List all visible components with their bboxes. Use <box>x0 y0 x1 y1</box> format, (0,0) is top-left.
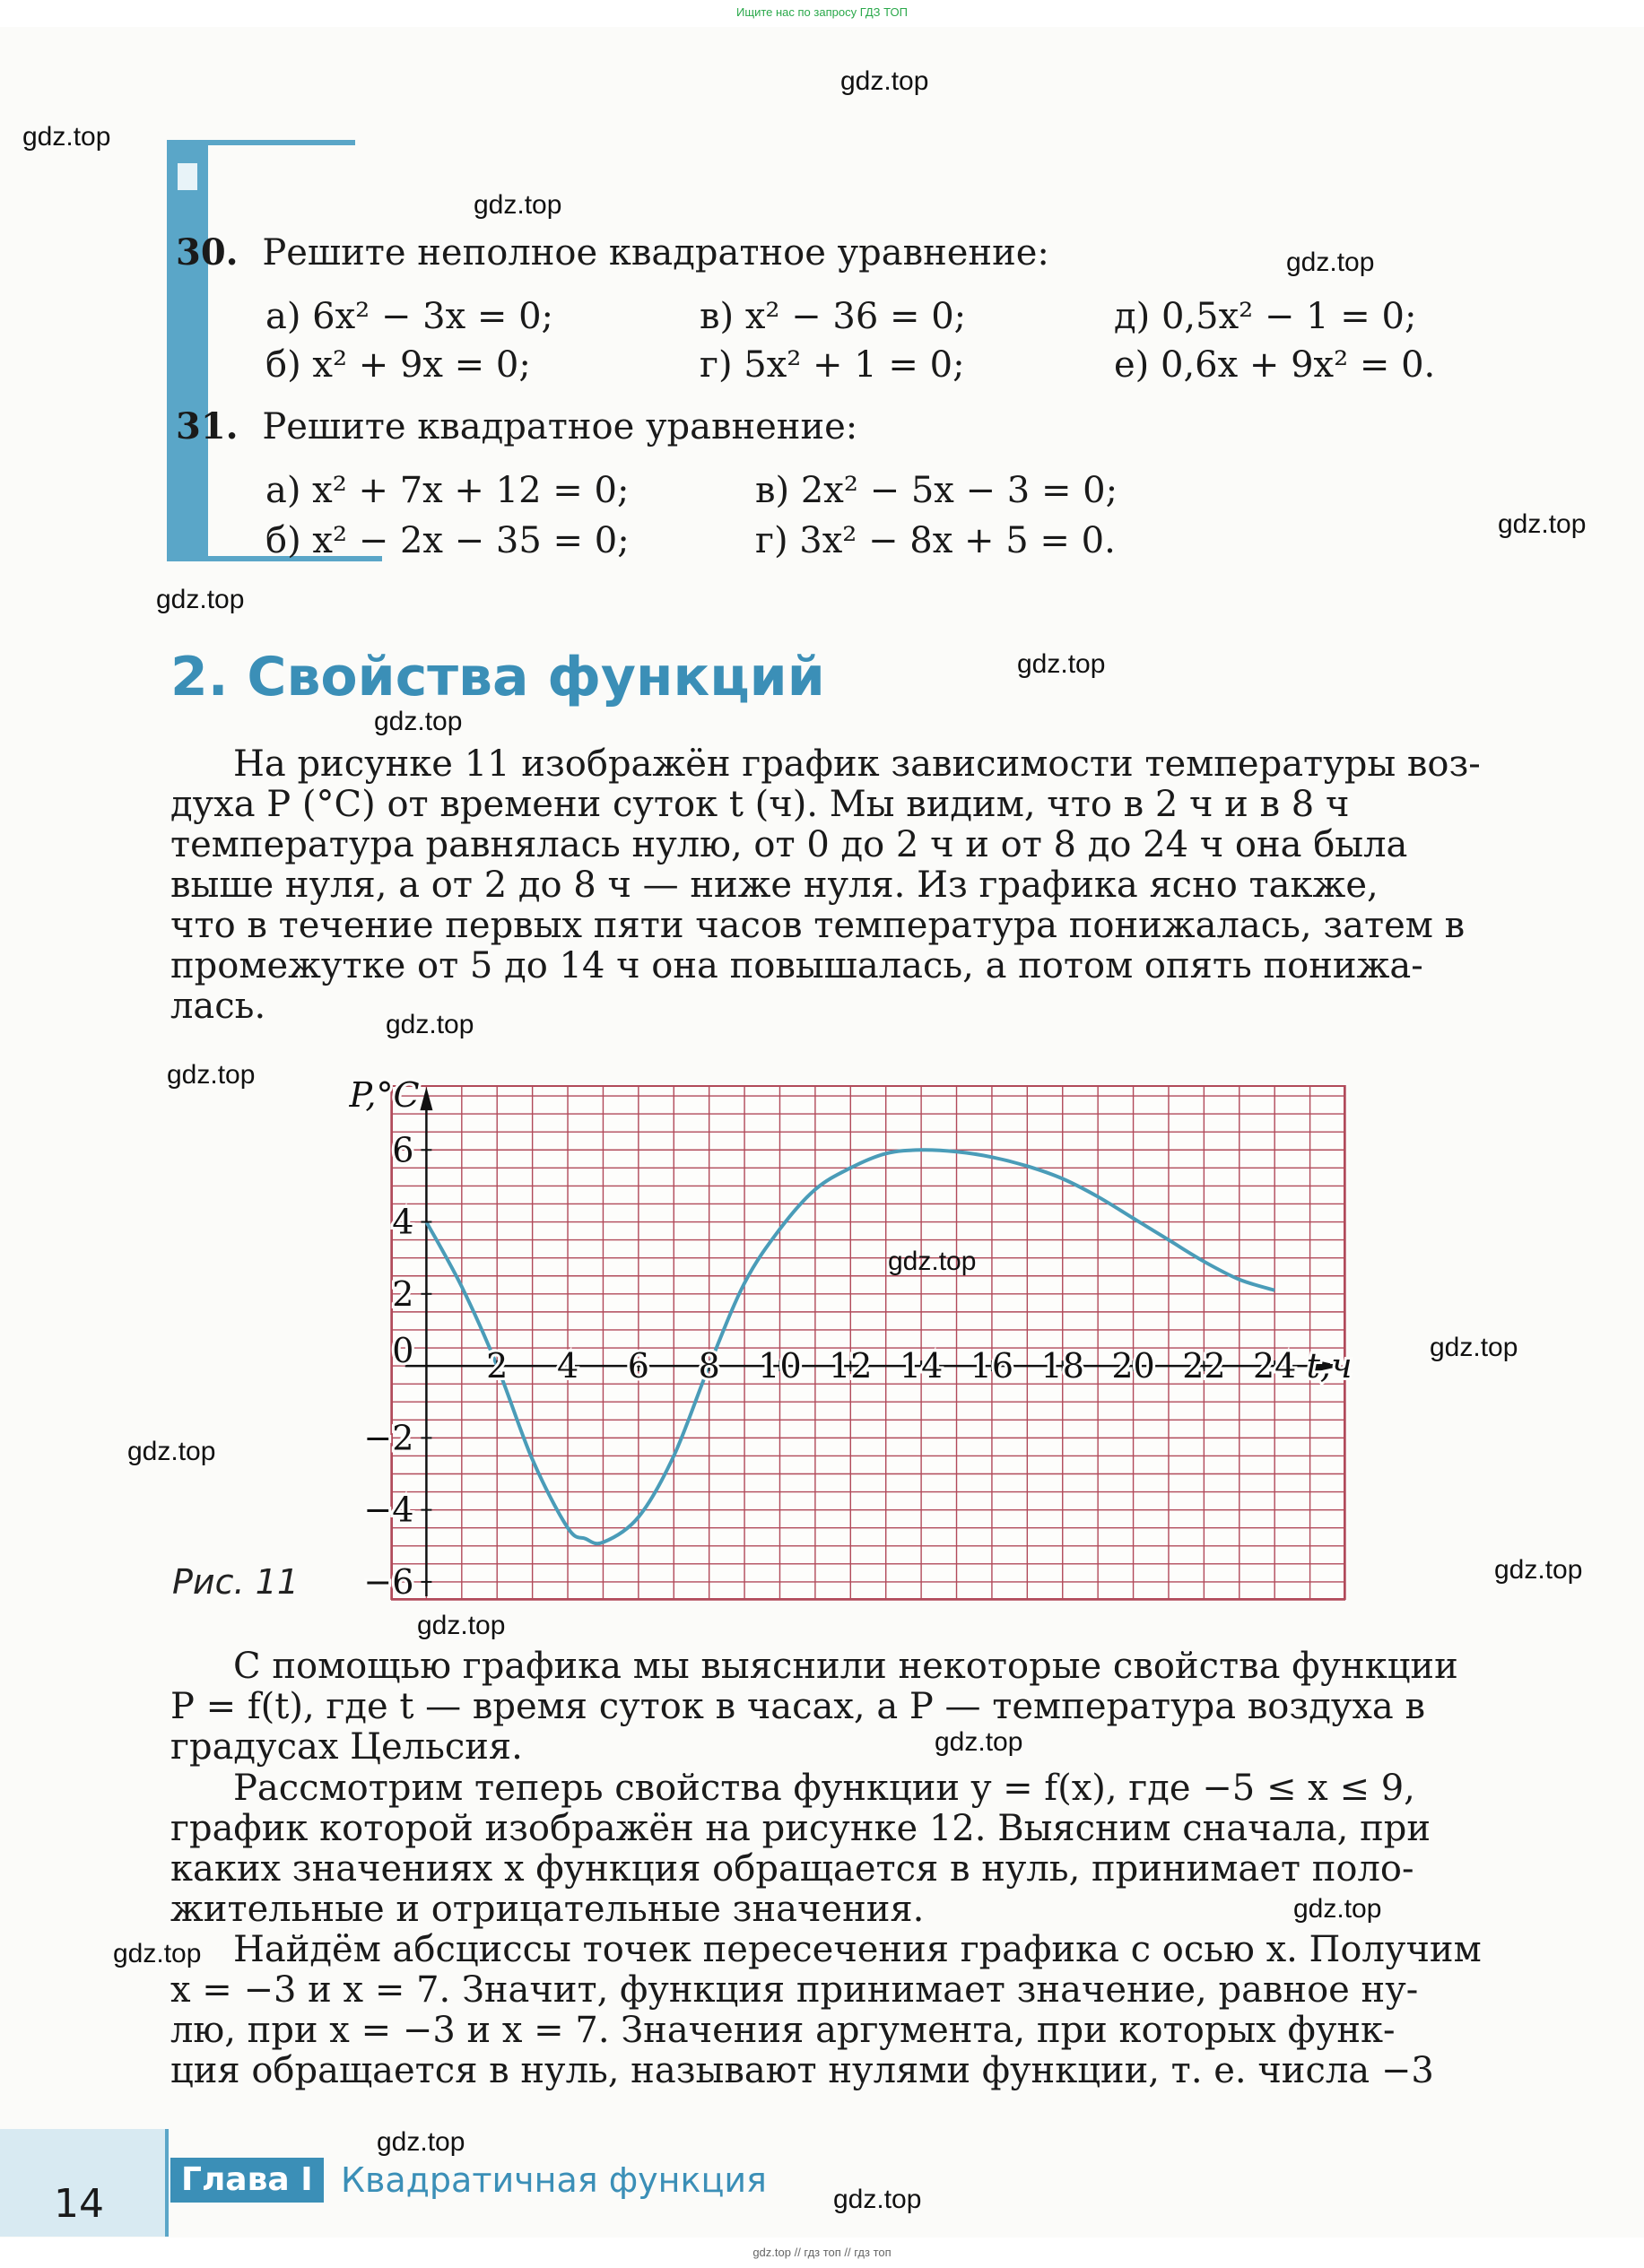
chart-grid <box>391 1085 1345 1600</box>
text-line: промежутке от 5 до 14 ч она повышалась, а потом опять понижа- <box>170 945 1423 986</box>
exercise-30-e: е) 0,6x + 9x² = 0. <box>1114 344 1436 386</box>
text-line: градусах Цельсия. <box>170 1726 523 1768</box>
text-line: С помощью графика мы выяснили некоторые свойства функции <box>233 1646 1458 1687</box>
exercise-31-header <box>176 405 857 448</box>
watermark: gdz.top <box>127 1437 216 1466</box>
x-tick-label: 16 <box>970 1346 1014 1386</box>
text-line: каких значениях x функция обращается в нуль, принимает поло- <box>170 1848 1414 1890</box>
text-line: жительные и отрицательные значения. <box>170 1889 925 1930</box>
watermark: gdz.top <box>386 1010 474 1039</box>
watermark: gdz.top <box>474 190 562 220</box>
watermark: gdz.top <box>1498 509 1587 539</box>
exercise-30-g: г) 5x² + 1 = 0; <box>700 344 965 386</box>
text-line: ция обращается в нуль, называют нулями функции, т. е. числа −3 <box>170 2050 1434 2091</box>
watermark: gdz.top <box>1017 649 1106 679</box>
watermark: gdz.top <box>377 2127 465 2157</box>
x-tick-label: 8 <box>698 1346 720 1386</box>
temperature-chart <box>349 1075 1353 1602</box>
exercise-title: Решите неполное квадратное уравнение: <box>262 232 1049 274</box>
exercise-31-g: г) 3x² − 8x + 5 = 0. <box>755 520 1116 561</box>
watermark: gdz.top <box>840 66 929 96</box>
x-tick-label: 18 <box>1040 1346 1084 1386</box>
text-line: духа P (°C) от времени суток t (ч). Мы видим, что в 2 ч и в 8 ч <box>170 784 1350 825</box>
exercise-number: 30. <box>176 231 239 274</box>
watermark: gdz.top <box>417 1611 506 1640</box>
y-axis-label: P,°C <box>349 1075 420 1116</box>
watermark: gdz.top <box>1430 1333 1518 1362</box>
watermark: gdz.top <box>1286 248 1375 277</box>
exercise-frame-bar <box>167 140 208 561</box>
text-line: Найдём абсциссы точек пересечения графика с осью x. Получим <box>233 1929 1482 1970</box>
paragraph-4 <box>170 1930 1482 2091</box>
watermark: gdz.top <box>113 1939 202 1968</box>
watermark: gdz.top <box>935 1727 1023 1757</box>
top-note: Ищите нас по запросу ГДЗ ТОП <box>736 5 908 19</box>
exercise-31-v: в) 2x² − 5x − 3 = 0; <box>755 470 1118 511</box>
x-tick-label: 2 <box>486 1346 509 1386</box>
exercise-30-d: д) 0,5x² − 1 = 0; <box>1114 296 1417 337</box>
text-line: x = −3 и x = 7. Значит, функция принимает значение, равное ну- <box>170 1969 1419 2011</box>
exercise-31-a: а) x² + 7x + 12 = 0; <box>265 470 630 511</box>
chapter-title: Квадратичная функция <box>341 2160 767 2200</box>
text-line: Рассмотрим теперь свойства функции y = f(x), где −5 ≤ x ≤ 9, <box>233 1768 1415 1809</box>
x-axis-label: t,ч <box>1306 1346 1353 1386</box>
text-line: график которой изображён на рисунке 12. Выясним сначала, при <box>170 1808 1431 1849</box>
watermark: gdz.top <box>167 1060 256 1090</box>
y-tick-label: −2 <box>363 1418 414 1458</box>
text-line: На рисунке 11 изображён график зависимости температуры воз- <box>233 743 1481 785</box>
watermark: gdz.top <box>156 585 245 614</box>
x-tick-label: 6 <box>627 1346 649 1386</box>
watermark: gdz.top <box>888 1247 977 1276</box>
y-tick-label: −4 <box>363 1490 414 1530</box>
x-tick-label: 22 <box>1182 1346 1226 1386</box>
text-line: лась. <box>170 986 266 1027</box>
figure-caption: Рис. 11 <box>172 1562 300 1602</box>
text-line: что в течение первых пяти часов температура понижалась, затем в <box>170 905 1466 946</box>
section-title: 2. Свойства функций <box>170 646 825 708</box>
exercise-30-b: б) x² + 9x = 0; <box>265 344 531 386</box>
exercise-frame-marker <box>178 163 197 190</box>
paragraph-3 <box>170 1768 1431 1930</box>
y-tick-label: −6 <box>363 1561 414 1602</box>
x-tick-label: 4 <box>556 1346 579 1386</box>
watermark: gdz.top <box>1293 1894 1382 1924</box>
bottom-note: gdz.top // гдз топ // гдз топ <box>752 2246 892 2259</box>
page-number: 14 <box>54 2181 104 2227</box>
x-tick-label: 10 <box>758 1346 802 1386</box>
paragraph-2 <box>170 1647 1458 1768</box>
watermark: gdz.top <box>374 707 463 736</box>
watermark: gdz.top <box>22 122 111 152</box>
x-tick-label: 24 <box>1253 1346 1297 1386</box>
exercise-title: Решите квадратное уравнение: <box>262 406 858 448</box>
text-line: температура равнялась нулю, от 0 до 2 ч и от 8 до 24 ч она была <box>170 824 1408 865</box>
y-tick-label: 6 <box>392 1130 414 1170</box>
y-tick-label: 4 <box>392 1202 414 1242</box>
text-line: лю, при x = −3 и x = 7. Значения аргумента, при которых функ- <box>170 2010 1396 2051</box>
exercise-number: 31. <box>176 405 239 448</box>
footer-divider <box>165 2129 169 2237</box>
watermark: gdz.top <box>1494 1555 1583 1585</box>
text-line: P = f(t), где t — время суток в часах, а P — температура воздуха в <box>170 1686 1426 1727</box>
chart-frame <box>392 1086 1344 1599</box>
exercise-30-v: в) x² − 36 = 0; <box>700 296 967 337</box>
text-line: выше нуля, а от 2 до 8 ч — ниже нуля. Из графика ясно также, <box>170 865 1379 906</box>
x-tick-label: 20 <box>1111 1346 1155 1386</box>
exercise-frame-top <box>167 140 355 145</box>
origin-label: 0 <box>392 1331 414 1371</box>
chapter-label: Глава I <box>170 2158 324 2203</box>
y-tick-label: 2 <box>392 1273 414 1314</box>
paragraph-1 <box>170 744 1481 1027</box>
x-tick-label: 12 <box>829 1346 873 1386</box>
exercise-30-header <box>176 231 1049 274</box>
exercise-30-a: а) 6x² − 3x = 0; <box>265 296 554 337</box>
exercise-31-b: б) x² − 2x − 35 = 0; <box>265 520 630 561</box>
x-tick-label: 14 <box>899 1346 944 1386</box>
watermark: gdz.top <box>833 2185 922 2214</box>
